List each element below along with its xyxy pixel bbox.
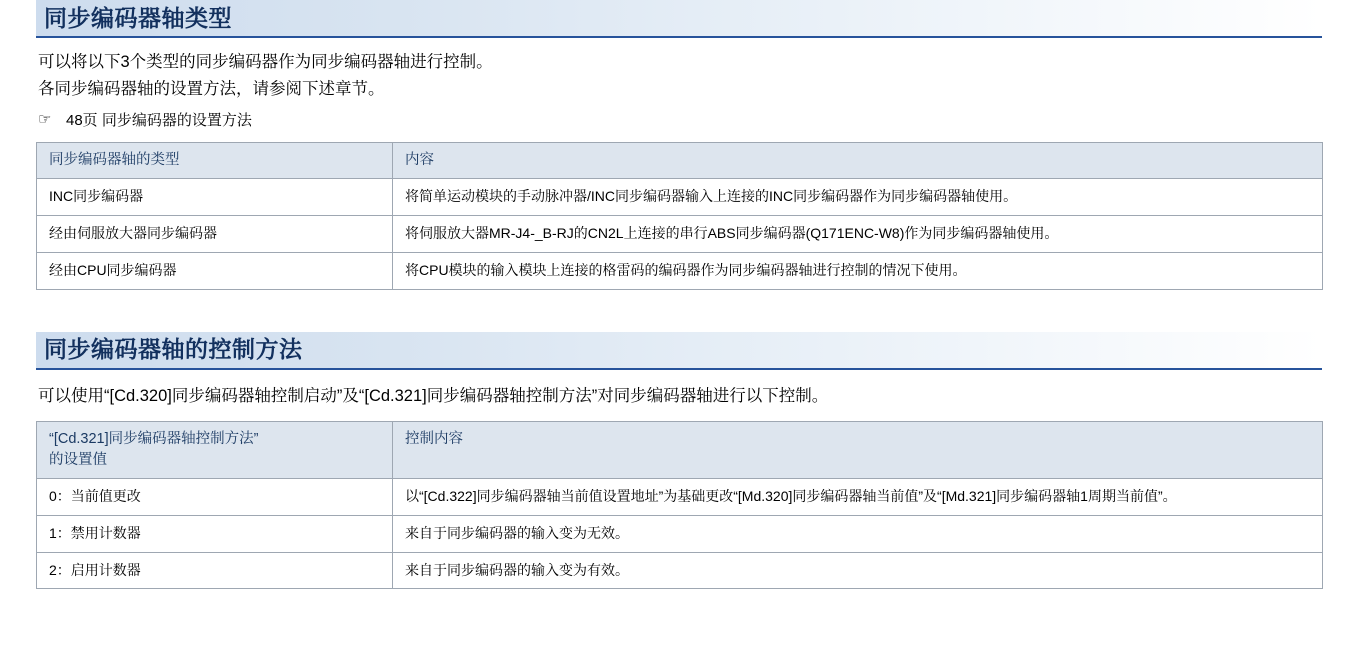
table-cell-content: 将伺服放大器MR-J4-_B-RJ的CN2L上连接的串行ABS同步编码器(Q171ENC-W8)作为同步编码器轴使用。: [393, 216, 1323, 253]
table-header-row: [37, 422, 1323, 479]
table-header-cell-type: 同步编码器轴的类型: [37, 143, 393, 179]
table-row: [37, 515, 1323, 552]
section-header-1: [36, 0, 1322, 38]
table-cell-content: 将简单运动模块的手动脉冲器/INC同步编码器输入上连接的INC同步编码器作为同步编码器轴使用。: [393, 179, 1323, 216]
table-cell-control-content: 来自于同步编码器的输入变为有效。: [393, 552, 1323, 589]
section-1-paragraph-2: 各同步编码器轴的设置方法，请参阅下述章节。: [38, 79, 385, 98]
table-row: [37, 252, 1323, 289]
table-header-line-2: 的设置值: [49, 452, 107, 469]
table-cell-control-content: 来自于同步编码器的输入变为无效。: [393, 515, 1323, 552]
table-cell-control-content: 以“[Cd.322]同步编码器轴当前值设置地址”为基础更改“[Md.320]同步编码器轴当前值”及“[Md.321]同步编码器轴1周期当前值”。: [393, 479, 1323, 516]
table-header-row: [37, 143, 1323, 179]
section-header-2: [36, 332, 1322, 370]
table-cell-content: 将CPU模块的输入模块上连接的格雷码的编码器作为同步编码器轴进行控制的情况下使用。: [393, 252, 1323, 289]
reference-arrow-icon: ☞: [38, 111, 51, 129]
section-title-1: 同步编码器轴类型: [44, 4, 232, 31]
table-header-line-1: “[Cd.321]同步编码器轴控制方法”: [49, 431, 259, 448]
table-cell-setting-value: 0：当前值更改: [37, 479, 393, 516]
table-cell-type: 经由CPU同步编码器: [37, 252, 393, 289]
table-header-cell-control-content: 控制内容: [393, 422, 1323, 479]
table-row: [37, 179, 1323, 216]
table-header-cell-content: 内容: [393, 143, 1323, 179]
table-cell-type: 经由伺服放大器同步编码器: [37, 216, 393, 253]
reference-text: 48页 同步编码器的设置方法: [66, 112, 252, 130]
table-cell-type: INC同步编码器: [37, 179, 393, 216]
table-row: [37, 552, 1323, 589]
table-header-cell-setting-value: [37, 422, 393, 479]
section-2-paragraph-1: 可以使用“[Cd.320]同步编码器轴控制启动”及“[Cd.321]同步编码器轴控制方法”对同步编码器轴进行以下控制。: [38, 386, 829, 405]
section-title-2: 同步编码器轴的控制方法: [44, 336, 303, 363]
table-row: [37, 216, 1323, 253]
encoder-axis-control-method-table: [36, 421, 1323, 589]
section-1-reference[interactable]: [36, 109, 1322, 130]
table-cell-setting-value: 2：启用计数器: [37, 552, 393, 589]
table-cell-setting-value: 1：禁用计数器: [37, 515, 393, 552]
encoder-axis-type-table: [36, 142, 1323, 289]
section-1-paragraph-1: 可以将以下3个类型的同步编码器作为同步编码器轴进行控制。: [38, 53, 493, 71]
table-row: [37, 479, 1323, 516]
